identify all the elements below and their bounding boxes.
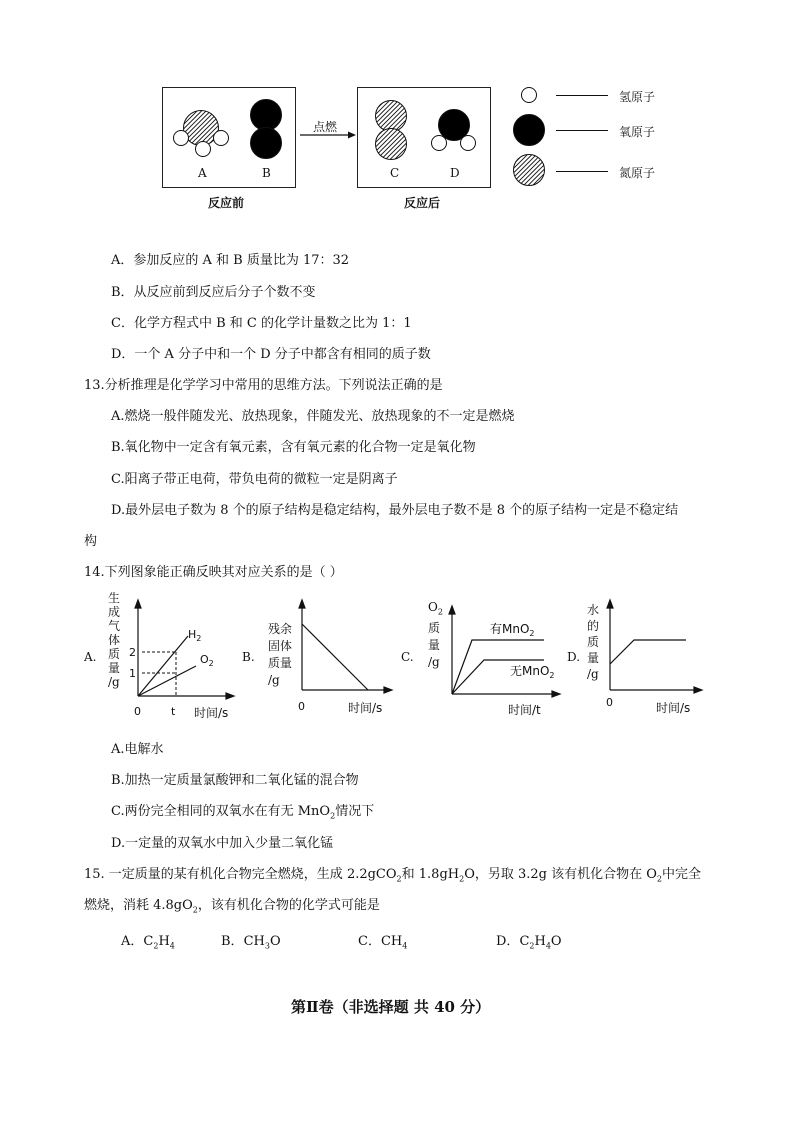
q12-option-b: B．从反应前到反应后分子个数不变 (111, 285, 316, 300)
graph-c-ylabel: $O_2$ 质 量 /g (428, 600, 443, 670)
graph-b-xlabel: 时间/s (348, 701, 383, 715)
q14-option-d: D.一定量的双氧水中加入少量二氧化锰 (111, 836, 334, 851)
q15-choice-a: A．$C_2H_4$ (121, 934, 175, 951)
q14-stem: 14.下列图象能正确反映其对应关系的是（ ） (84, 565, 343, 580)
graph-a-y1: 1 (129, 667, 136, 680)
graph-a-svg (120, 596, 240, 720)
legend-hydrogen-icon (521, 87, 537, 103)
legend-line (556, 130, 608, 131)
q15-line1: 15. 一定质量的某有机化合物完全燃烧，生成 2.2gCO$_2$和 $1.8gH_2O$，另取 3.2g 该有机化合物在 $O_2$中完全 (84, 867, 702, 884)
q13-option-a: A.燃烧一般伴随发光、放热现象，伴随发光、放热现象的不一定是燃烧 (111, 409, 515, 424)
q15-choice-c: C．$CH_4$ (358, 934, 408, 951)
q12-option-c: C．化学方程式中 B 和 C 的化学计量数之比为 1：1 (111, 316, 412, 331)
graph-c-s1: 有MnO$_2$ (490, 622, 535, 638)
q12-option-d: D．一个 A 分子中和一个 D 分子中都含有相同的质子数 (111, 347, 431, 362)
graph-a-letter: A. (84, 650, 97, 664)
graph-a-ylabel: 生 成 气 体 质 量 /g (108, 591, 121, 689)
legend-nitrogen-label: 氮原子 (619, 166, 656, 180)
graph-d-ylabel: 水 的 质 量 /g (587, 603, 600, 681)
q14-option-c: C.两份完全相同的双氧水在有无 MnO$_2$情况下 (111, 804, 375, 821)
before-caption: 反应前 (208, 196, 245, 210)
graph-d-letter: D. (567, 650, 581, 664)
graph-a-o2: $O_2$ (200, 653, 214, 668)
graph-a-t: t (171, 705, 176, 718)
graph-b-ylabel: 残余 固体 质量 /g (268, 622, 293, 687)
arrow-label: 点燃 (313, 120, 338, 134)
after-caption: 反应后 (404, 196, 441, 210)
graph-b-origin: 0 (298, 700, 305, 713)
graph-a-y2: 2 (129, 646, 136, 659)
graph-d-xlabel: 时间/s (656, 701, 691, 715)
q13-option-b: B.氧化物中一定含有氧元素，含有氧元素的化合物一定是氧化物 (111, 440, 476, 455)
graph-c-letter: C. (401, 650, 414, 664)
hydrogen-atom-icon (460, 135, 476, 151)
graph-d-svg (600, 596, 712, 720)
legend-line (556, 171, 608, 172)
arrow-icon (298, 130, 358, 140)
q14-option-a: A.电解水 (111, 742, 164, 757)
oxygen-atom-icon (250, 127, 282, 159)
q15-choice-b: B．$CH_3O$ (221, 934, 281, 951)
graph-d-origin: 0 (606, 696, 613, 709)
graph-c-svg (440, 596, 570, 720)
legend-oxygen-label: 氧原子 (619, 125, 656, 139)
graph-a-h2: $H_2$ (188, 628, 202, 643)
legend-oxygen-icon (513, 114, 545, 146)
hydrogen-atom-icon (213, 130, 229, 146)
section-title: 第Ⅱ卷（非选择题 共 40 分） (291, 998, 491, 1016)
q13-stem: 13.分析推理是化学学习中常用的思维方法。下列说法正确的是 (84, 378, 443, 393)
graph-b-svg (290, 596, 400, 720)
label-b: B (262, 166, 271, 180)
label-d: D (450, 166, 460, 180)
graph-c-xlabel: 时间/t (508, 703, 541, 717)
q13-option-c: C.阳离子带正电荷，带负电荷的微粒一定是阴离子 (111, 472, 398, 487)
graph-c-s2: 无MnO$_2$ (510, 664, 555, 680)
q13-option-d-cont: 构 (84, 534, 98, 549)
q12-option-a: A．参加反应的 A 和 B 质量比为 17：32 (111, 253, 350, 268)
graph-a-xlabel: 时间/s (194, 706, 229, 720)
hydrogen-atom-icon (195, 141, 211, 157)
q15-choice-d: D．$C_2H_4O$ (496, 934, 562, 951)
legend-nitrogen-icon (513, 154, 545, 186)
nitrogen-atom-icon (375, 128, 407, 160)
label-c: C (390, 166, 400, 180)
legend-line (556, 95, 608, 96)
graph-a-origin: 0 (134, 705, 141, 718)
label-a: A (198, 166, 207, 180)
hydrogen-atom-icon (173, 130, 189, 146)
q13-option-d: D.最外层电子数为 8 个的原子结构是稳定结构，最外层电子数不是 8 个的原子结构一定是不稳定结 (111, 503, 679, 518)
q14-option-b: B.加热一定质量氯酸钾和二氧化锰的混合物 (111, 773, 359, 788)
graph-b-letter: B. (242, 650, 255, 664)
hydrogen-atom-icon (431, 135, 447, 151)
q15-line2: 燃烧，消耗 $4.8gO_2$，该有机化合物的化学式可能是 (84, 898, 380, 915)
legend-hydrogen-label: 氢原子 (619, 90, 656, 104)
